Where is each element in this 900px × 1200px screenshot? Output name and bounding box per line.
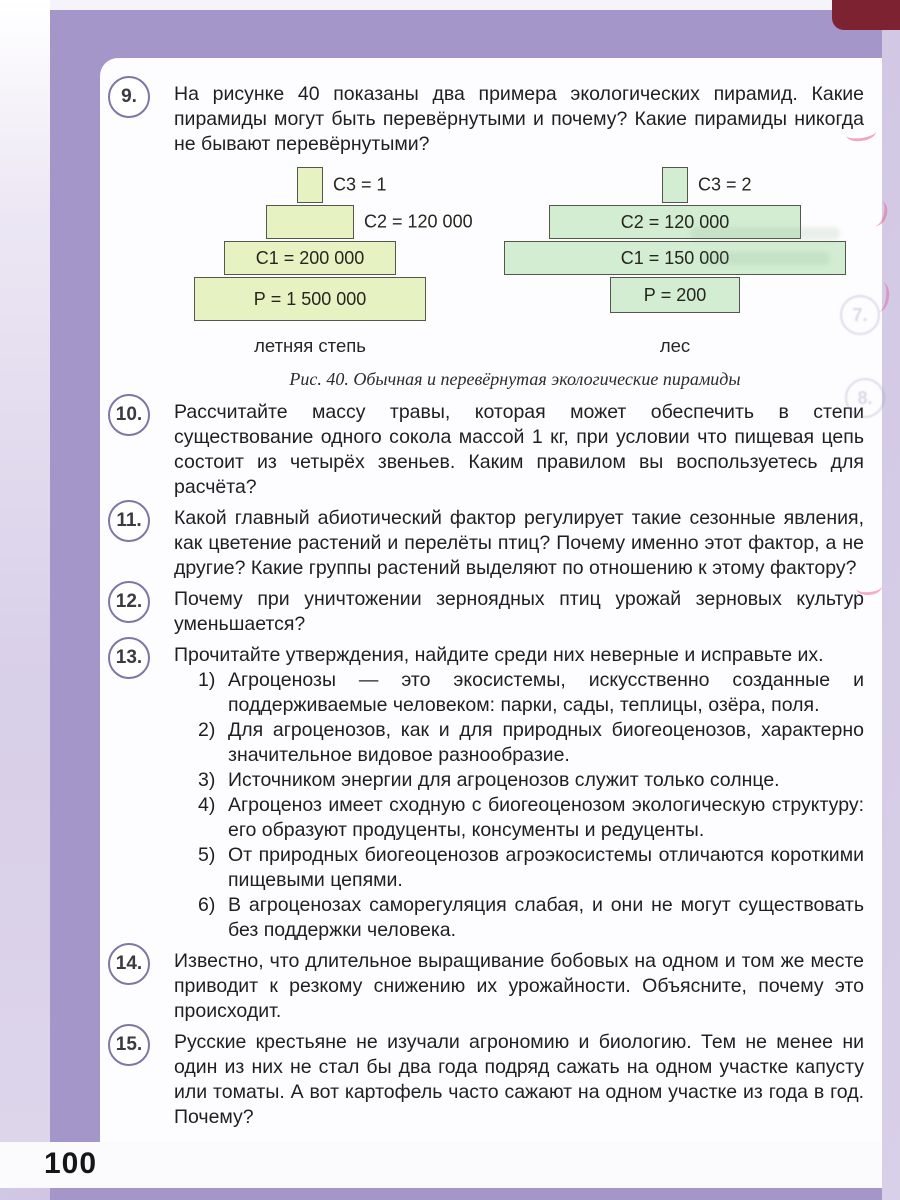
question-number-badge: 13.	[108, 637, 150, 679]
page-number: 100	[44, 1147, 98, 1180]
pyramid-level-c3-box	[297, 167, 323, 203]
question-number-badge: 10.	[108, 394, 150, 436]
question-9	[100, 82, 882, 157]
scan-top-edge	[0, 0, 882, 10]
question-13	[100, 643, 882, 943]
pyramid-title-forest: лес	[659, 335, 691, 356]
statement-text: Для агроценозов, как и для природных биогеоценозов, характерно значительное видовое разнообразие.	[228, 719, 864, 766]
question-number-badge: 9.	[108, 76, 150, 118]
question-body	[174, 587, 864, 637]
statement-list	[174, 668, 864, 943]
statement-item-2	[174, 718, 864, 768]
textbook-page	[100, 58, 882, 1142]
pyramid-row-c3	[297, 167, 387, 203]
pyramid-row-p	[610, 277, 740, 313]
pyramid-title-steppe: летняя степь	[254, 335, 366, 356]
question-number-badge: 15.	[108, 1024, 150, 1066]
pyramid-row-c3	[662, 167, 752, 203]
ghost-question-badge: 7.	[840, 295, 880, 335]
question-text: Русские крестьяне не изучали агрономию и биологию. Тем не менее ни один из них не стал бы два года подряд сажать на одном участке капусту или томаты. А вот картофель часто сажают на одном участке из года в год. Почему?	[174, 1031, 864, 1128]
statement-text: Источником энергии для агроценозов служит только солнце.	[228, 769, 780, 791]
scan-left-edge	[0, 0, 50, 1142]
question-number-badge: 14.	[108, 943, 150, 985]
question-body	[174, 506, 864, 581]
ghost-question-badge: 8.	[845, 378, 885, 418]
question-body	[174, 643, 864, 943]
page-content	[100, 58, 882, 1130]
page-footer-band	[0, 1142, 882, 1188]
question-12	[100, 587, 882, 637]
book-frame-bottom-band	[50, 1188, 882, 1200]
question-text: На рисунке 40 показаны два примера экологических пирамид. Какие пирамиды могут быть перевёрнутыми и почему? Какие пирамиды никогда не бывают перевёрнутыми?	[174, 83, 864, 155]
statement-number: 6)	[198, 894, 216, 916]
pyramid-level-p-box: Р = 1 500 000	[194, 277, 426, 321]
question-text: Известно, что длительное выращивание бобовых на одном и том же месте приводит к резкому снижению их урожайности. Объясните, почему это происходит.	[174, 950, 864, 1022]
cover-corner-red	[832, 0, 900, 30]
statement-text: Агроценозы — это экосистемы, искусственно созданные и поддерживаемые человеком: парки, сады, теплицы, озёра, поля.	[228, 669, 864, 716]
figure-40	[170, 167, 860, 390]
question-number-badge: 11.	[108, 500, 150, 542]
statement-text: В агроценозах саморегуляция слабая, и они не могут существовать без поддержки человека.	[228, 894, 864, 941]
statement-item-4	[174, 793, 864, 843]
question-body	[174, 1030, 864, 1130]
pyramid-level-c2-box: С2 = 120 000	[549, 205, 801, 239]
question-number-badge: 12.	[108, 581, 150, 623]
book-frame-top-band	[50, 10, 882, 58]
question-body	[174, 949, 864, 1024]
question-text: Рассчитайте массу травы, которая может обеспечить в степи существование одного сокола массой 1 кг, при условии что пищевая цепь состоит из четырёх звеньев. Каким правилом вы воспользуетесь для расчёта?	[174, 401, 864, 498]
question-text: Какой главный абиотический фактор регулирует такие сезонные явления, как цветение растений и перелёты птиц? Почему именно этот фактор, а не другие? Какие группы растений выделяют по отношению к этому фактору?	[174, 507, 864, 579]
statement-text: От природных биогеоценозов агроэкосистемы отличаются короткими пищевыми цепями.	[228, 844, 864, 891]
pyramid-level-c1-box: С1 = 150 000	[504, 241, 846, 275]
pyramid-level-c2-box	[266, 205, 354, 239]
statement-text: Агроценоз имеет сходную с биогеоценозом экологическую структуру: его образуют продуценты, консументы и редуценты.	[228, 794, 864, 841]
question-14	[100, 949, 882, 1024]
show-through-smudge	[690, 227, 840, 240]
statement-item-6	[174, 893, 864, 943]
pyramid-summer-steppe	[194, 167, 473, 359]
pyramid-row-p	[194, 277, 426, 321]
statement-number: 2)	[198, 719, 216, 741]
statement-number: 3)	[198, 769, 216, 791]
pyramid-label-c3: С3 = 1	[333, 174, 387, 195]
pyramid-label-c2: С2 = 120 000	[364, 211, 473, 232]
statement-item-3	[174, 768, 864, 793]
pyramid-row-c1	[224, 241, 396, 275]
question-15	[100, 1030, 882, 1130]
figure-caption: Рис. 40. Обычная и перевёрнутая экологические пирамиды	[289, 369, 741, 389]
pyramid-level-c3-box	[662, 167, 688, 203]
question-body	[174, 82, 864, 157]
statement-number: 4)	[198, 794, 216, 816]
statement-number: 1)	[198, 669, 216, 691]
question-body	[174, 400, 864, 500]
pyramid-label-c3: С3 = 2	[698, 174, 752, 195]
statement-number: 5)	[198, 844, 216, 866]
pyramid-level-c1-box: С1 = 200 000	[224, 241, 396, 275]
statement-item-1	[174, 668, 864, 718]
question-11	[100, 506, 882, 581]
statement-item-5	[174, 843, 864, 893]
question-10	[100, 400, 882, 500]
show-through-smudge	[702, 252, 830, 265]
question-text: Почему при уничтожении зерноядных птиц урожай зерновых культур уменьшается?	[174, 588, 864, 635]
pyramid-level-p-box: Р = 200	[610, 277, 740, 313]
pyramid-row-c2	[266, 205, 473, 239]
question-text: Прочитайте утверждения, найдите среди них неверные и исправьте их.	[174, 644, 824, 666]
